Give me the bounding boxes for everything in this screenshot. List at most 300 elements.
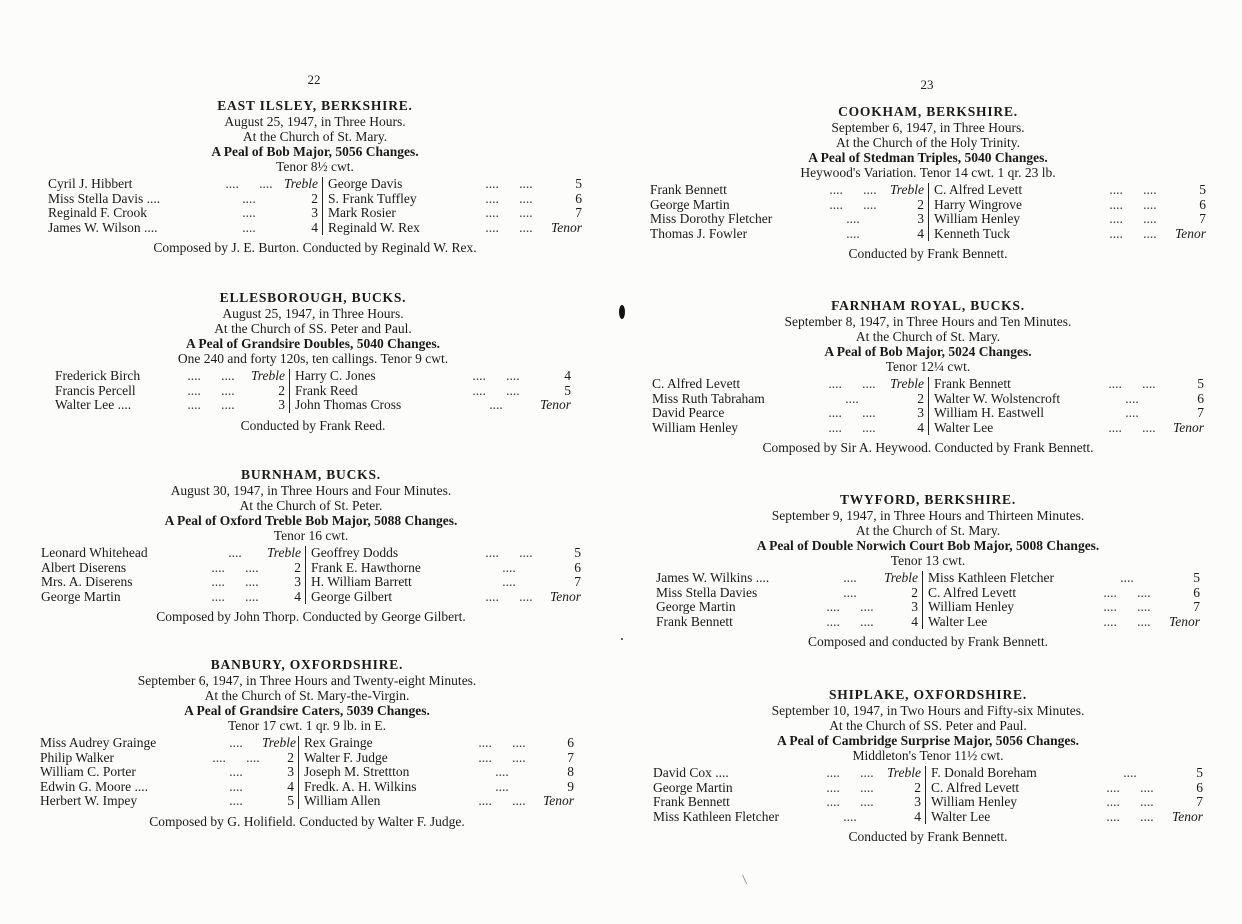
ringers-column-right — [299, 736, 574, 809]
bell-number: 4 — [287, 778, 294, 794]
composer-conductor-line: Conducted by Frank Bennett. — [848, 829, 1008, 844]
ringer-row — [40, 780, 294, 795]
ringer-row — [41, 546, 301, 561]
ringer-name: S. Frank Tuffley — [328, 190, 417, 206]
peal-heading: A Peal of Grandsire Caters, 5039 Changes. — [184, 703, 430, 718]
ringers-table — [653, 766, 1203, 824]
ringer-row — [40, 751, 294, 766]
ringer-row — [48, 177, 318, 192]
leader-dots: .... .... — [1109, 182, 1157, 197]
bell-number: 2 — [911, 584, 918, 600]
ringer-row — [304, 736, 574, 751]
bell-number: Treble — [889, 376, 924, 391]
leader-dots: .... .... — [472, 368, 520, 383]
ringer-row — [311, 590, 581, 605]
bell-number: 6 — [1196, 779, 1203, 795]
ringers-column-left — [48, 177, 323, 235]
bell-number: 6 — [1197, 390, 1204, 406]
ringer-row — [328, 221, 582, 236]
leader-dots: .... — [846, 211, 860, 226]
bell-number: 4 — [917, 419, 924, 435]
ringer-name: Walter W. Wolstencroft — [934, 390, 1061, 406]
ringer-row — [656, 571, 918, 586]
peal-entry — [628, 687, 1228, 844]
entry-detail: August 25, 1947, in Three Hours. — [224, 114, 406, 129]
ringer-name: Frank Bennett — [650, 182, 727, 197]
ringer-name: Frank Bennett — [934, 376, 1011, 391]
ringer-name: Frank E. Hawthorne — [311, 559, 421, 575]
ringer-row — [650, 227, 924, 242]
ringer-name: Frederick Birch — [55, 368, 141, 383]
ringer-name: F. Donald Boreham — [931, 765, 1037, 780]
ringer-row — [653, 781, 921, 796]
ringer-name: Harry C. Jones — [295, 368, 376, 383]
bell-number: 2 — [917, 196, 924, 212]
ringer-name: Frank Reed — [295, 382, 358, 398]
leader-dots: .... — [229, 735, 243, 750]
bell-number: Tenor — [550, 219, 582, 235]
ringer-row — [55, 384, 285, 399]
ink-blot — [619, 305, 625, 319]
bell-number: 7 — [574, 574, 581, 589]
ringer-row — [311, 575, 581, 590]
leader-dots: .... — [489, 397, 503, 412]
ringer-name: George Davis — [328, 176, 403, 191]
ringer-name: James W. Wilson .... — [48, 219, 158, 235]
ringer-name: Miss Kathleen Fletcher — [653, 808, 779, 824]
bell-number: Tenor — [549, 588, 581, 604]
composer-conductor-line: Conducted by Frank Bennett. — [848, 246, 1008, 261]
ringer-row — [295, 398, 571, 413]
bell-number: 4 — [911, 613, 918, 629]
bell-number: 7 — [1196, 794, 1203, 809]
ringers-column-left — [40, 736, 299, 809]
leader-dots: .... .... — [485, 176, 533, 191]
ringer-row — [653, 810, 921, 825]
leader-dots: .... .... — [828, 376, 876, 391]
ringer-row — [931, 766, 1203, 781]
ringers-table — [48, 177, 582, 235]
leader-dots: .... .... — [212, 749, 260, 765]
leader-dots: .... .... — [187, 368, 235, 383]
ringer-row — [55, 369, 285, 384]
ringer-name: Miss Kathleen Fletcher — [928, 570, 1054, 585]
peal-heading: A Peal of Oxford Treble Bob Major, 5088 Changes. — [164, 513, 458, 528]
ringers-column-right — [290, 369, 571, 413]
bell-number: 2 — [294, 559, 301, 575]
entry-detail: At the Church of St. Mary. — [855, 329, 1001, 344]
tenor-line: Tenor 16 cwt. — [273, 528, 349, 543]
ringer-name: George Martin — [41, 588, 121, 604]
ringer-row — [48, 206, 318, 221]
bell-number: 7 — [1193, 599, 1200, 614]
peal-entry — [628, 104, 1228, 261]
leader-dots: .... .... — [1106, 779, 1154, 795]
leader-dots: .... .... — [478, 749, 526, 765]
right-page — [621, 0, 1242, 924]
ringers-column-left — [650, 183, 929, 241]
ringer-name: Harry Wingrove — [934, 196, 1023, 212]
leader-dots: .... .... — [829, 182, 877, 197]
ringers-table — [41, 546, 581, 604]
bell-number: Tenor — [542, 793, 574, 808]
composer-conductor-line: Composed by John Thorp. Conducted by George Gilbert. — [156, 609, 466, 624]
bell-number: 5 — [575, 176, 582, 191]
leader-dots: .... — [229, 778, 243, 794]
entry-title: EAST ILSLEY, BERKSHIRE. — [217, 98, 413, 113]
bell-number: 3 — [311, 205, 318, 220]
ringer-row — [48, 221, 318, 236]
ringer-name: Mark Rosier — [328, 205, 396, 220]
peal-heading: A Peal of Stedman Triples, 5040 Changes. — [808, 150, 1048, 165]
ringer-name: George Martin — [650, 196, 730, 212]
leader-dots: .... — [242, 205, 256, 220]
entry-detail: At the Church of SS. Peter and Paul. — [829, 718, 1027, 733]
bell-number: Treble — [262, 735, 297, 750]
bell-number: Treble — [889, 182, 924, 197]
bell-number: 4 — [311, 219, 318, 235]
bell-number: 5 — [1193, 570, 1200, 585]
leader-dots: .... .... — [1109, 225, 1157, 241]
ringer-row — [295, 384, 571, 399]
ringer-row — [934, 183, 1206, 198]
ringer-name: Joseph M. Strettton — [304, 764, 410, 779]
bell-number: 2 — [917, 390, 924, 406]
ringer-row — [934, 198, 1206, 213]
tenor-line: Tenor 12¼ cwt. — [885, 359, 971, 374]
ringer-row — [55, 398, 285, 413]
leader-dots: .... — [229, 764, 243, 779]
ringer-row — [41, 590, 301, 605]
ringer-name: Thomas J. Fowler — [650, 225, 748, 241]
ringer-row — [656, 586, 918, 601]
ringer-name: Mrs. A. Diserens — [41, 574, 133, 589]
entry-detail: At the Church of St. Peter. — [239, 498, 383, 513]
ringer-name: Francis Percell — [55, 382, 136, 398]
entry-detail: August 30, 1947, in Three Hours and Four Minutes. — [170, 483, 452, 498]
ringer-name: William Henley — [934, 211, 1021, 226]
ringer-row — [652, 406, 924, 421]
ringer-name: William C. Porter — [40, 764, 136, 779]
ringer-row — [928, 600, 1200, 615]
ringer-row — [328, 206, 582, 221]
leader-dots: .... — [845, 390, 859, 406]
leader-dots: .... .... — [472, 382, 520, 398]
ringer-row — [928, 571, 1200, 586]
entry-title: SHIPLAKE, OXFORDSHIRE. — [828, 687, 1027, 702]
leader-dots: .... .... — [1108, 376, 1156, 391]
leader-dots: .... .... — [485, 190, 533, 206]
ringer-name: Herbert W. Impey — [40, 793, 138, 808]
entry-detail: September 8, 1947, in Three Hours and Ten Minutes. — [784, 314, 1072, 329]
ringer-name: William Henley — [652, 419, 739, 435]
bell-number: 6 — [574, 559, 581, 575]
bell-number: Treble — [883, 570, 918, 585]
ringer-name: Miss Ruth Tabraham — [652, 390, 765, 406]
leader-dots: .... — [242, 190, 256, 206]
bell-number: 7 — [575, 205, 582, 220]
leader-dots: .... .... — [211, 574, 259, 589]
bell-number: 2 — [914, 779, 921, 795]
ringer-row — [653, 795, 921, 810]
bell-number: 7 — [567, 749, 574, 765]
leader-dots: .... .... — [826, 779, 874, 795]
leader-dots: .... .... — [485, 545, 533, 560]
entry-detail: At the Church of SS. Peter and Paul. — [214, 321, 412, 336]
ringer-row — [40, 735, 297, 751]
bell-number: 3 — [287, 764, 294, 779]
ringer-name: Miss Dorothy Fletcher — [650, 211, 773, 226]
ringer-row — [40, 765, 294, 780]
bell-number: 3 — [294, 574, 301, 589]
ringer-name: William Henley — [931, 794, 1018, 809]
ringers-column-right — [306, 546, 581, 604]
peal-heading: A Peal of Bob Major, 5056 Changes. — [211, 144, 419, 159]
ringers-column-left — [656, 571, 923, 629]
leader-dots: .... — [242, 219, 256, 235]
peal-entry — [628, 298, 1228, 455]
bell-number: Tenor — [1168, 613, 1200, 629]
leader-dots: .... — [502, 559, 516, 575]
ringer-row — [934, 421, 1204, 436]
entry-title: TWYFORD, BERKSHIRE. — [839, 492, 1017, 507]
ringer-row — [328, 177, 582, 192]
ringers-table — [55, 369, 571, 413]
ringer-name: Walter F. Judge — [304, 749, 388, 765]
ringer-row — [656, 600, 918, 615]
peal-entry — [13, 290, 613, 433]
leader-dots: .... — [1125, 405, 1139, 420]
ringer-name: George Gilbert — [311, 588, 393, 604]
ringer-name: Walter Lee .... — [55, 397, 132, 412]
ink-speck — [621, 638, 623, 640]
bell-number: 2 — [287, 749, 294, 765]
leader-dots: .... .... — [828, 405, 876, 420]
ringer-name: Rex Grainge — [304, 735, 373, 750]
page-number: 22 — [307, 72, 321, 87]
ringer-row — [928, 615, 1200, 630]
composer-conductor-line: Composed by J. E. Burton. Conducted by Reginald W. Rex. — [153, 240, 477, 255]
ringer-row — [934, 392, 1204, 407]
composer-conductor-line: Composed by G. Holifield. Conducted by Walter F. Judge. — [149, 813, 465, 829]
ringer-name: William Allen — [304, 793, 381, 808]
ringer-row — [652, 392, 924, 407]
entry-detail: September 9, 1947, in Three Hours and Thirteen Minutes. — [771, 508, 1085, 523]
bell-number: 4 — [917, 225, 924, 241]
ringer-name: C. Alfred Levett — [928, 584, 1017, 600]
bell-number: 5 — [287, 793, 294, 808]
bell-number: 4 — [294, 588, 301, 604]
peal-heading: A Peal of Grandsire Doubles, 5040 Changes. — [185, 336, 440, 351]
ringer-name: C. Alfred Levett — [652, 376, 741, 391]
tenor-line: Middleton's Tenor 11½ cwt. — [852, 748, 1004, 763]
ringer-row — [650, 212, 924, 227]
ringer-name: William H. Eastwell — [934, 405, 1045, 420]
ringer-name: George Martin — [653, 779, 733, 795]
ringer-row — [304, 780, 574, 795]
ringer-name: George Martin — [656, 599, 736, 614]
entry-detail: At the Church of the Holy Trinity. — [836, 135, 1020, 150]
tenor-line: Heywood's Variation. Tenor 14 cwt. 1 qr. 23 lb. — [800, 165, 1056, 180]
ringer-name: C. Alfred Levett — [931, 779, 1020, 795]
ringers-table — [40, 736, 574, 809]
ringer-name: Reginald F. Crook — [48, 205, 148, 220]
peal-heading: A Peal of Double Norwich Court Bob Major, 5008 Changes. — [756, 538, 1100, 553]
leader-dots: .... .... — [829, 196, 877, 212]
ringers-column-left — [653, 766, 926, 824]
ringer-name: Walter Lee — [928, 613, 988, 629]
ringer-row — [304, 765, 574, 780]
ringer-name: H. William Barrett — [311, 574, 412, 589]
ringers-column-right — [923, 571, 1200, 629]
leader-dots: .... .... — [485, 205, 533, 220]
bell-number: 5 — [1196, 765, 1203, 780]
ringers-column-right — [929, 377, 1204, 435]
ringer-row — [934, 406, 1204, 421]
bell-number: 2 — [311, 190, 318, 206]
bell-number: 7 — [1197, 405, 1204, 420]
bell-number: Treble — [250, 368, 285, 383]
bell-number: 3 — [917, 211, 924, 226]
peal-entry — [15, 98, 615, 255]
ringer-name: David Cox .... — [653, 765, 729, 780]
bell-number: Tenor — [539, 397, 571, 412]
bell-number: 3 — [914, 794, 921, 809]
bell-number: 8 — [567, 764, 574, 779]
bell-number: 6 — [1199, 196, 1206, 212]
bell-number: 7 — [1199, 211, 1206, 226]
ringer-name: Miss Stella Davies — [656, 584, 758, 600]
ringer-row — [934, 377, 1204, 392]
leader-dots: .... — [843, 808, 857, 824]
ringer-row — [934, 227, 1206, 242]
peal-heading: A Peal of Cambridge Surprise Major, 5056 Changes. — [776, 733, 1080, 748]
ringers-column-left — [55, 369, 290, 413]
entry-title: BANBURY, OXFORDSHIRE. — [210, 657, 404, 672]
ringer-name: David Pearce — [652, 405, 725, 420]
ringer-name: John Thomas Cross — [295, 397, 402, 412]
tenor-line: Tenor 8½ cwt. — [276, 159, 354, 174]
ringer-row — [311, 546, 581, 561]
leader-dots: .... .... — [1103, 613, 1151, 629]
leader-dots: .... — [229, 793, 243, 808]
ringer-name: Frank Bennett — [653, 794, 730, 809]
leader-dots: .... .... — [478, 793, 526, 808]
ringers-column-right — [926, 766, 1203, 824]
leader-dots: .... — [1125, 390, 1139, 406]
entry-detail: At the Church of St. Mary. — [855, 523, 1001, 538]
ringers-column-right — [323, 177, 582, 235]
leader-dots: .... — [495, 778, 509, 794]
leader-dots: .... — [846, 225, 860, 241]
leader-dots: .... .... — [828, 419, 876, 435]
entry-title: COOKHAM, BERKSHIRE. — [838, 104, 1018, 119]
peal-entry — [11, 467, 611, 624]
bell-number: 2 — [278, 382, 285, 398]
bell-number: 9 — [567, 778, 574, 794]
tenor-line: One 240 and forty 120s, ten callings. Tenor 9 cwt. — [177, 351, 449, 366]
leader-dots: .... .... — [1108, 419, 1156, 435]
ringer-row — [652, 377, 924, 392]
leader-dots: .... .... — [826, 765, 874, 780]
ringer-row — [295, 369, 571, 384]
bell-number: Treble — [283, 176, 318, 191]
ringer-name: Leonard Whitehead — [41, 545, 148, 560]
ringer-row — [653, 766, 921, 781]
peal-entry — [7, 657, 607, 829]
tenor-line: Tenor 17 cwt. 1 qr. 9 lb. in E. — [227, 718, 387, 733]
composer-conductor-line: Composed and conducted by Frank Bennett. — [808, 634, 1048, 649]
leader-dots: .... .... — [826, 613, 874, 629]
entry-detail: September 6, 1947, in Three Hours. — [831, 120, 1025, 135]
bell-number: Tenor — [1171, 808, 1203, 824]
leader-dots: .... — [495, 764, 509, 779]
bell-number: 3 — [917, 405, 924, 420]
entry-detail: At the Church of St. Mary-the-Virgin. — [204, 688, 410, 703]
leader-dots: .... .... — [1106, 808, 1154, 824]
ringer-row — [934, 212, 1206, 227]
ringer-row — [311, 561, 581, 576]
bell-number: Treble — [886, 765, 921, 780]
entry-detail: At the Church of St. Mary. — [242, 129, 388, 144]
leader-dots: .... .... — [485, 588, 533, 604]
leader-dots: .... .... — [826, 599, 874, 614]
leader-dots: .... — [1123, 765, 1137, 780]
ringers-column-left — [652, 377, 929, 435]
leader-dots: .... .... — [478, 735, 526, 750]
page-number: 23 — [920, 77, 934, 92]
ringer-name: C. Alfred Levett — [934, 182, 1023, 197]
ringers-table — [656, 571, 1200, 629]
leader-dots: .... .... — [211, 588, 259, 604]
ringer-row — [650, 198, 924, 213]
leader-dots: .... — [843, 570, 857, 585]
bell-number: 4 — [914, 808, 921, 824]
leader-dots: .... — [843, 584, 857, 600]
ringer-name: Walter Lee — [931, 808, 991, 824]
entry-detail: September 10, 1947, in Two Hours and Fifty-six Minutes. — [771, 703, 1085, 718]
ringer-name: Frank Bennett — [656, 613, 733, 629]
entry-detail: August 25, 1947, in Three Hours. — [222, 306, 404, 321]
leader-dots: .... .... — [225, 176, 273, 191]
ringer-name: Geoffrey Dodds — [311, 545, 399, 560]
bell-number: Treble — [266, 545, 301, 560]
ringer-name: Cyril J. Hibbert — [48, 176, 133, 191]
bell-number: 3 — [278, 397, 285, 412]
peal-heading: A Peal of Bob Major, 5024 Changes. — [824, 344, 1032, 359]
bell-number: 6 — [567, 735, 574, 750]
bell-number: 5 — [1197, 376, 1204, 391]
ringer-row — [40, 794, 294, 809]
bell-number: 4 — [564, 368, 571, 383]
entry-detail: September 6, 1947, in Three Hours and Twenty-eight Minutes. — [137, 673, 477, 688]
composer-conductor-line: Composed by Sir A. Heywood. Conducted by Frank Bennett. — [762, 440, 1094, 455]
ringer-row — [48, 192, 318, 207]
bell-number: 5 — [1199, 182, 1206, 197]
ringer-row — [41, 575, 301, 590]
leader-dots: .... .... — [187, 382, 235, 398]
leader-dots: .... .... — [187, 397, 235, 412]
ringer-name: Miss Audrey Grainge — [40, 735, 157, 750]
ringer-name: Fredk. A. H. Wilkins — [304, 778, 417, 794]
leader-dots: .... .... — [1109, 211, 1157, 226]
ringer-name: Walter Lee — [934, 419, 994, 435]
leader-dots: .... — [1120, 570, 1134, 585]
ringer-row — [931, 810, 1203, 825]
ringer-name: Miss Stella Davis .... — [48, 190, 161, 206]
entry-title: BURNHAM, BUCKS. — [241, 467, 381, 482]
bell-number: 3 — [911, 599, 918, 614]
